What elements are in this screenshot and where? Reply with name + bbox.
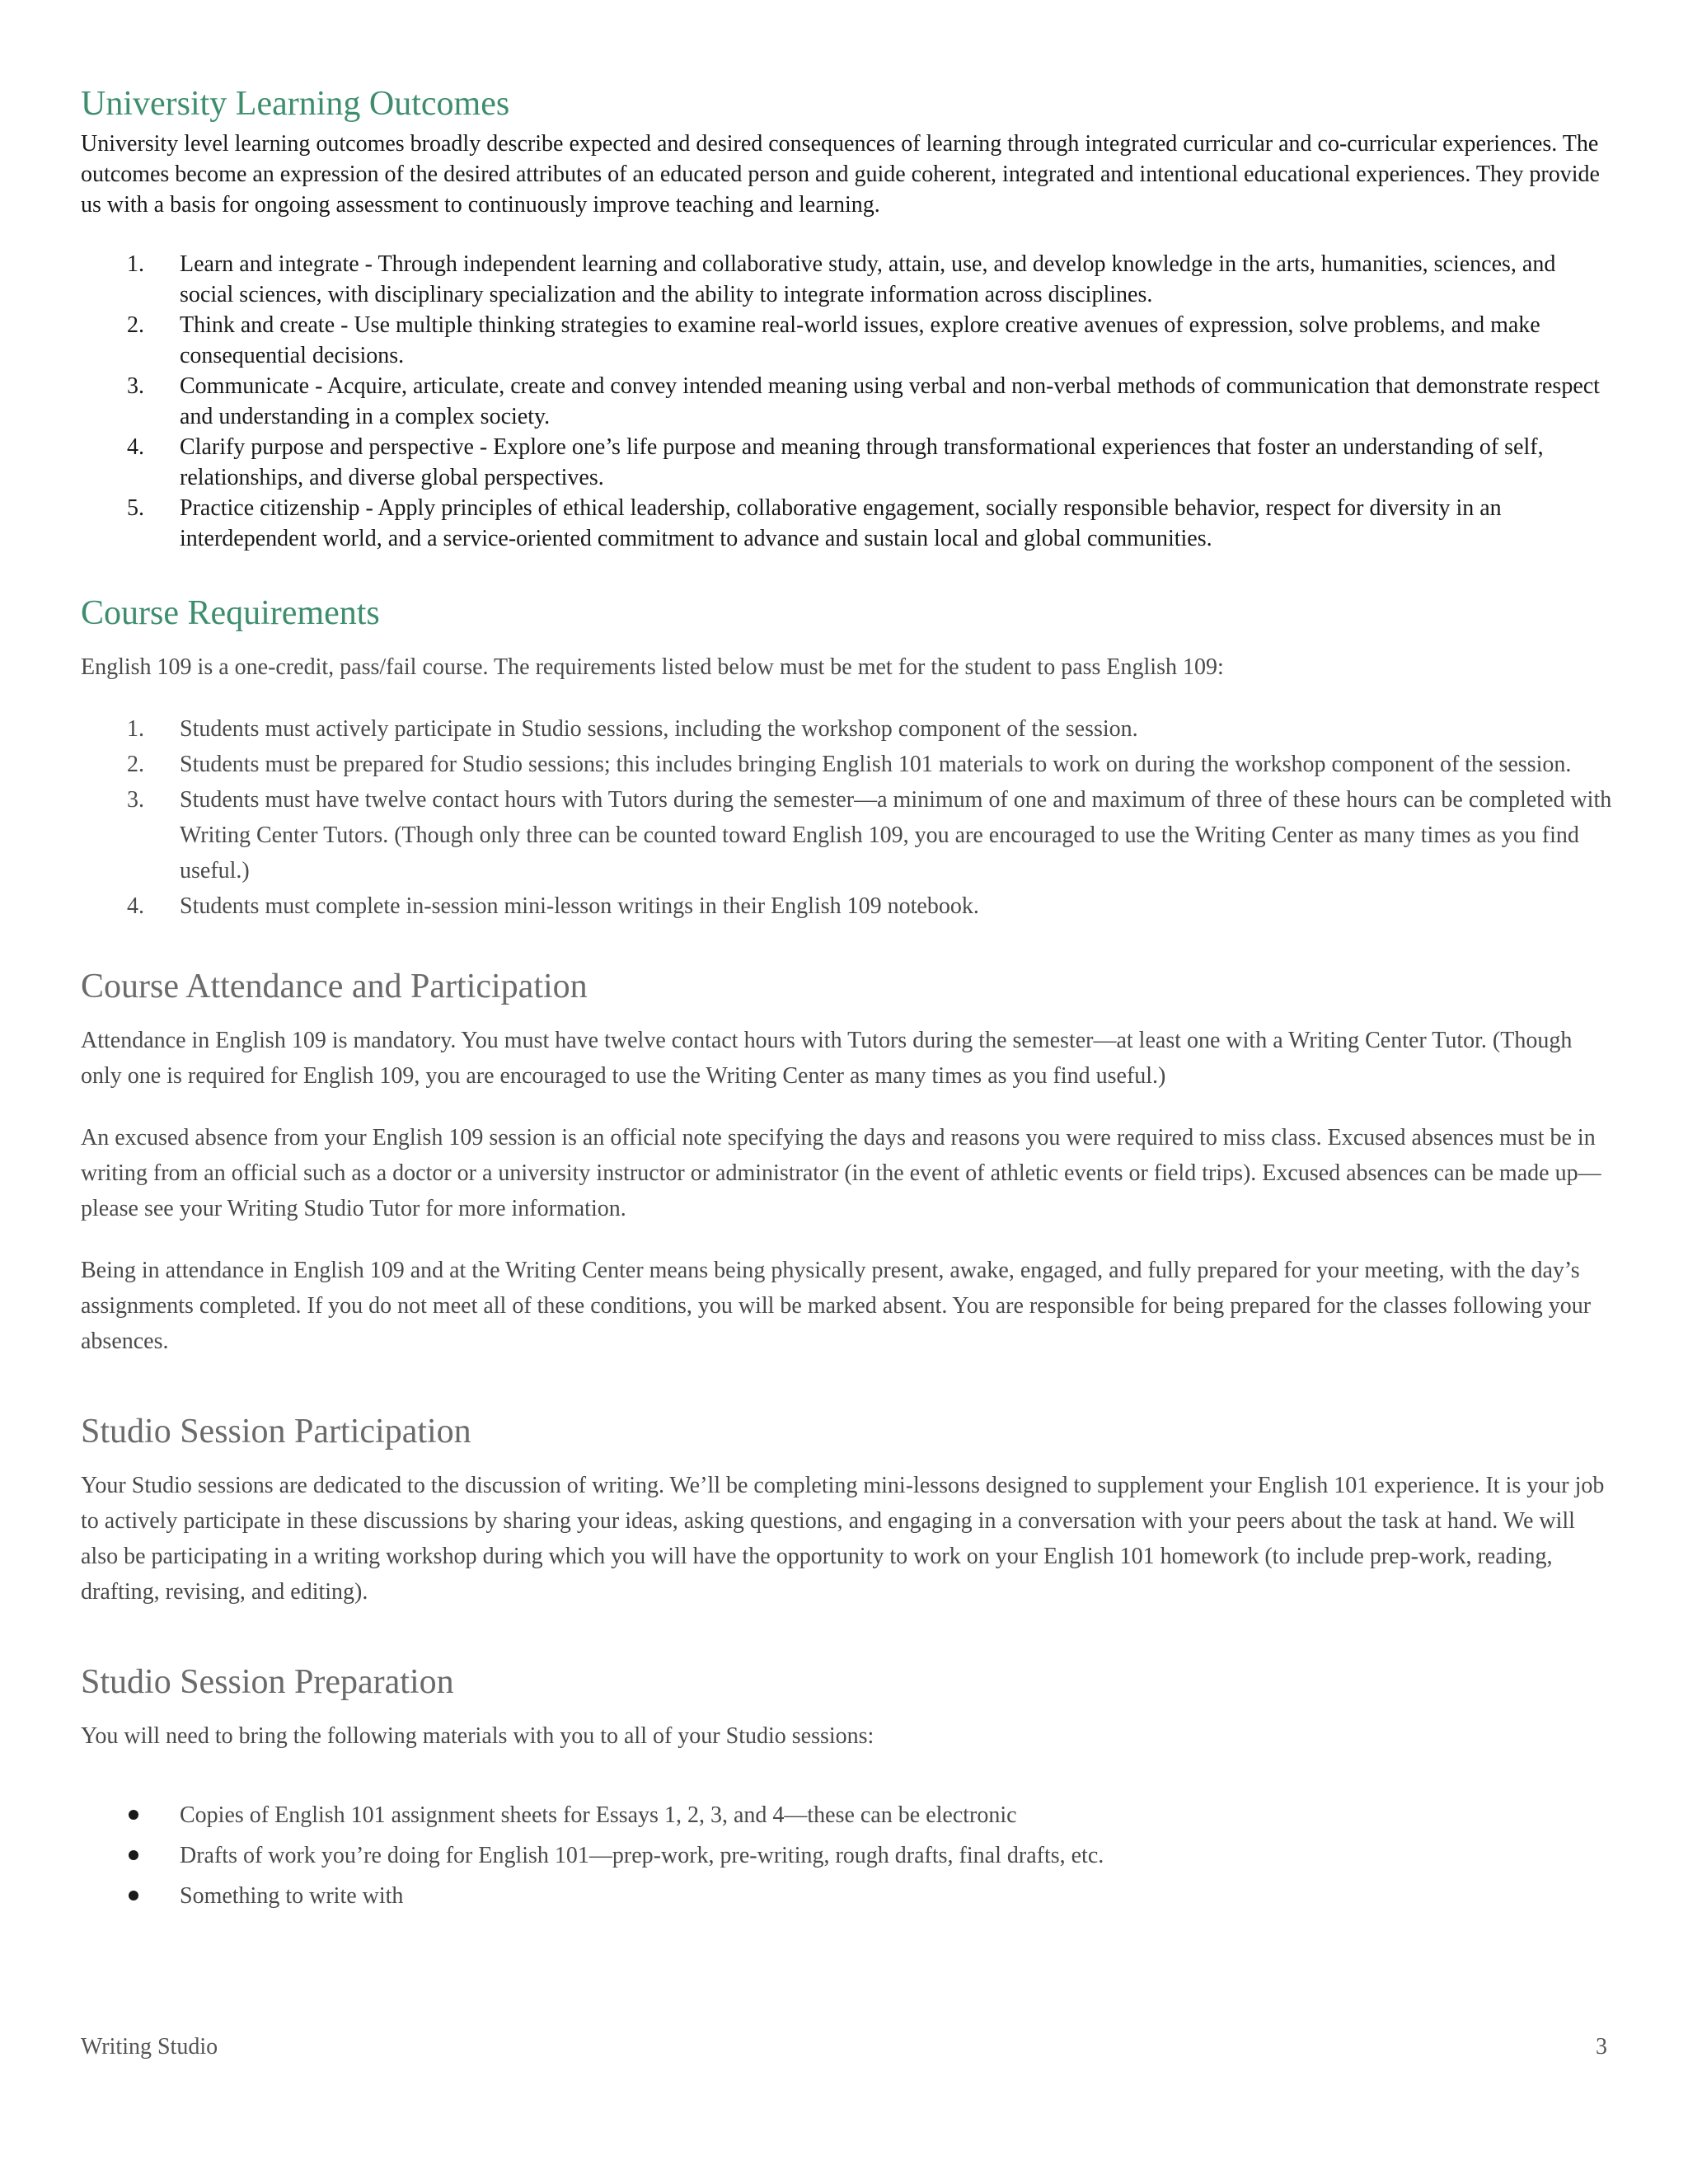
footer-title: Writing Studio <box>81 2034 218 2060</box>
list-item <box>81 249 1614 310</box>
list-item <box>81 493 1614 554</box>
list-number: 2. <box>127 312 144 338</box>
list-text: Students must complete in-session mini-lesson writings in their English 109 notebook. <box>180 893 979 919</box>
list-number: 3. <box>127 373 144 399</box>
list-item <box>81 782 1614 888</box>
list-item <box>81 1876 1614 1916</box>
studio-participation-section <box>81 1407 1614 1610</box>
attendance-paragraph: An excused absence from your English 109 session is an official note specifying the days and reasons you were required to miss class. Excused absences must be in writing from an official such as a doctor or a university instructor or administrator (in the event of athletic events or field trips). Excused absences can be made up—please see your Writing Studio Tutor for more information. <box>81 1125 1601 1221</box>
list-item <box>81 1835 1614 1876</box>
list-text: Practice citizenship - Apply principles of ethical leadership, collaborative engagement, socially responsible behavior, respect for diversity in an interdependent world, and a service-oriented commitment to advance and sustain local and global communities. <box>180 495 1502 551</box>
attendance-paragraph: Attendance in English 109 is mandatory. You must have twelve contact hours with Tutors during the semester—at least one with a Writing Center Tutor. (Though only one is required for English 109, you are encouraged to use the Writing Center as many times as you find useful.) <box>81 1028 1573 1089</box>
bullet-icon <box>129 1891 138 1900</box>
learning-outcomes-intro: University level learning outcomes broadly describe expected and desired consequences of learning through integrated curricular and co-curricular experiences. The outcomes become an expression of the desired attributes of an educated person and guide coherent, integrated and intentional educational experiences. They provide us with a basis for ongoing assessment to continuously improve teaching and learning. <box>81 131 1600 218</box>
studio-preparation-intro: You will need to bring the following materials with you to all of your Studio sessions: <box>81 1723 874 1749</box>
list-text: Students must have twelve contact hours with Tutors during the semester—a minimum of one and maximum of three of these hours can be completed with Writing Center Tutors. (Though only three can be counted toward English 109, you are encouraged to use the Writing Center as many times as you find useful.) <box>180 787 1612 883</box>
list-item <box>81 371 1614 432</box>
list-item <box>81 747 1614 782</box>
list-text: Copies of English 101 assignment sheets for Essays 1, 2, 3, and 4—these can be electronic <box>180 1802 1017 1828</box>
page-footer <box>81 2034 1607 2060</box>
studio-participation-heading: Studio Session Participation <box>81 1413 471 1451</box>
list-number: 1. <box>127 716 144 742</box>
list-text: Think and create - Use multiple thinking strategies to examine real-world issues, explore creative avenues of expression, solve problems, and make consequential decisions. <box>180 312 1540 368</box>
course-requirements-section <box>81 588 1614 924</box>
list-item <box>81 1795 1614 1835</box>
list-number: 1. <box>127 251 144 277</box>
page-number: 3 <box>1596 2034 1607 2060</box>
list-number: 3. <box>127 787 144 813</box>
bullet-icon <box>129 1850 138 1860</box>
bullet-icon <box>129 1810 138 1820</box>
materials-list <box>81 1795 1614 1916</box>
course-requirements-list <box>81 711 1614 924</box>
list-text: Clarify purpose and perspective - Explore one’s life purpose and meaning through transformational experiences that foster an understanding of self, relationships, and diverse global perspectives. <box>180 434 1544 490</box>
studio-preparation-section <box>81 1657 1614 1916</box>
learning-outcomes-section <box>81 79 1614 554</box>
learning-outcomes-list <box>81 249 1614 554</box>
list-item <box>81 711 1614 747</box>
list-item <box>81 888 1614 924</box>
list-item <box>81 432 1614 493</box>
list-number: 4. <box>127 893 144 919</box>
course-requirements-intro: English 109 is a one-credit, pass/fail course. The requirements listed below must be met for the student to pass English 109: <box>81 654 1224 680</box>
attendance-section <box>81 962 1614 1359</box>
list-text: Communicate - Acquire, articulate, create and convey intended meaning using verbal and non-verbal methods of communication that demonstrate respect and understanding in a complex society. <box>180 373 1600 429</box>
course-requirements-heading: Course Requirements <box>81 594 380 632</box>
attendance-heading: Course Attendance and Participation <box>81 968 588 1005</box>
list-text: Students must actively participate in Studio sessions, including the workshop component of the session. <box>180 716 1138 742</box>
list-item <box>81 310 1614 371</box>
list-number: 5. <box>127 495 144 521</box>
list-text: Learn and integrate - Through independent learning and collaborative study, attain, use, and develop knowledge in the arts, humanities, sciences, and social sciences, with disciplinary specialization and the ability to integrate information across disciplines. <box>180 251 1556 307</box>
list-text: Students must be prepared for Studio sessions; this includes bringing English 101 materials to work on during the workshop component of the session. <box>180 752 1572 777</box>
learning-outcomes-heading: University Learning Outcomes <box>81 85 510 123</box>
studio-preparation-heading: Studio Session Preparation <box>81 1663 454 1701</box>
list-text: Drafts of work you’re doing for English 101—prep-work, pre-writing, rough drafts, final drafts, etc. <box>180 1843 1104 1868</box>
list-text: Something to write with <box>180 1883 404 1909</box>
list-number: 2. <box>127 752 144 777</box>
list-number: 4. <box>127 434 144 460</box>
studio-participation-paragraph: Your Studio sessions are dedicated to the discussion of writing. We’ll be completing mini-lessons designed to supplement your English 101 experience. It is your job to actively participate in these discussions by sharing your ideas, asking questions, and engaging in a conversation with your peers about the task at hand. We will also be participating in a writing workshop during which you will have the opportunity to work on your English 101 homework (to include prep-work, reading, drafting, revising, and editing). <box>81 1473 1605 1605</box>
document-page <box>81 79 1614 1916</box>
attendance-paragraph: Being in attendance in English 109 and at the Writing Center means being physically present, awake, engaged, and fully prepared for your meeting, with the day’s assignments completed. If you do not meet all of these conditions, you will be marked absent. You are responsible for being prepared for the classes following your absences. <box>81 1258 1592 1354</box>
